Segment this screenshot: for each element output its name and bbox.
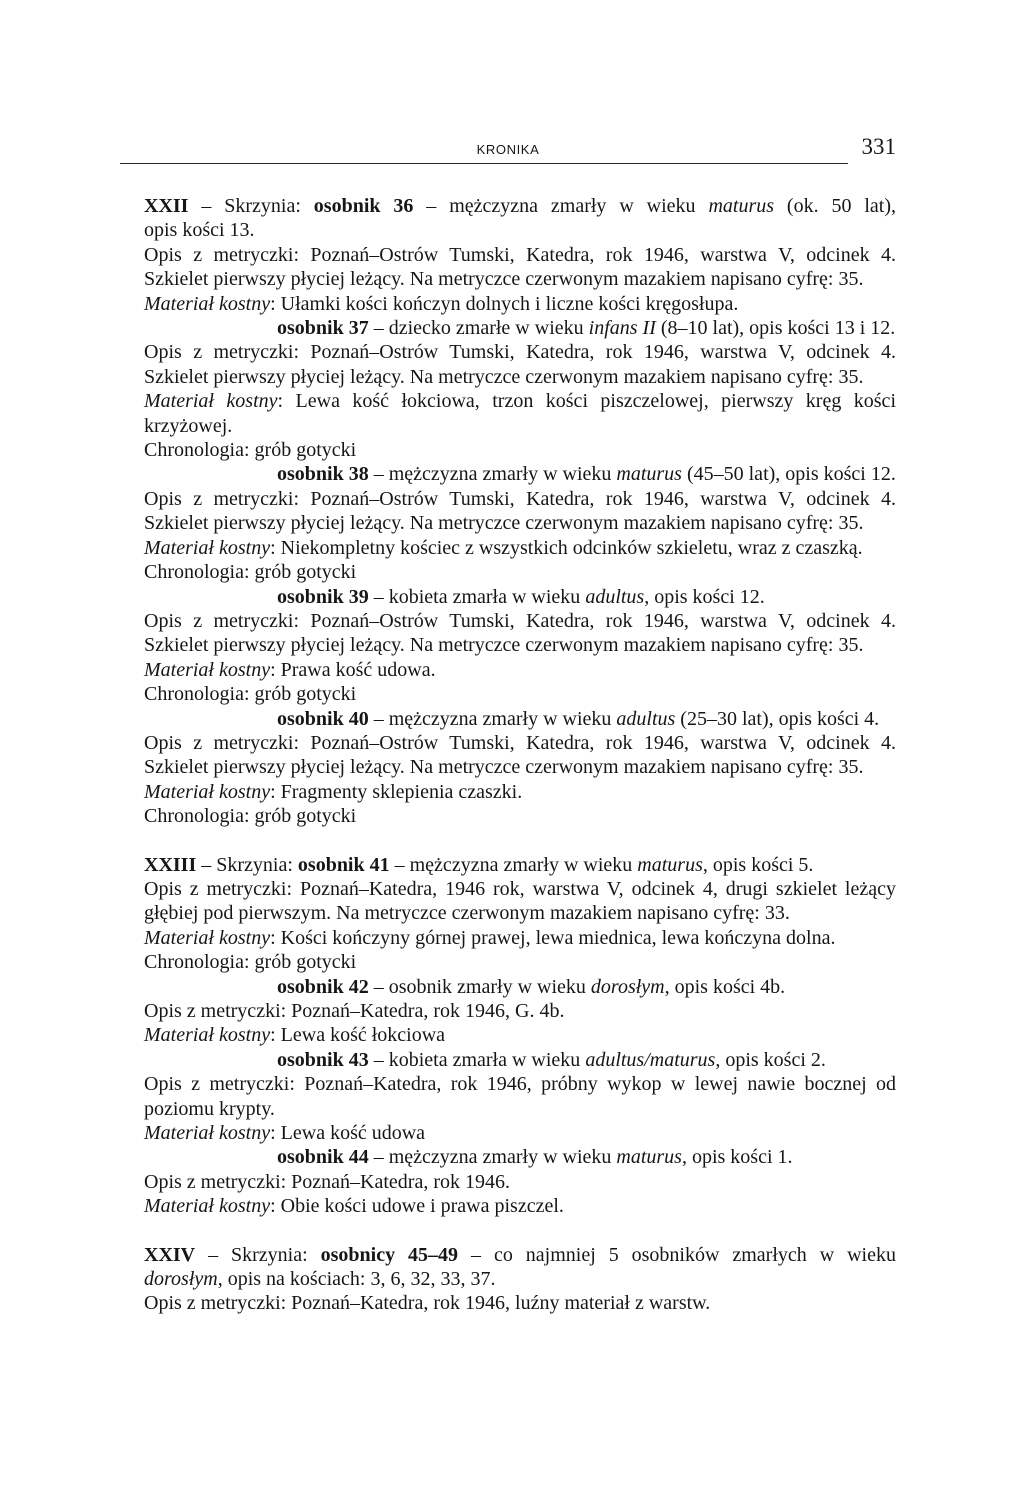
metryczka-line: Szkielet pierwszy płyciej leżący. Na metryczce czerwonym mazakiem napisano cyfrę: 35. xyxy=(144,756,864,779)
metryczka-line: Opis z metryczki: Poznań–Katedra, rok 1946, luźny materiał z warstw. xyxy=(144,1292,711,1315)
metryczka-line: Opis z metryczki: Poznań–Ostrów Tumski, Katedra, rok 1946, warstwa V, odcinek 4. xyxy=(144,731,896,754)
metryczka-line: Opis z metryczki: Poznań–Ostrów Tumski, Katedra, rok 1946, warstwa V, odcinek 4. xyxy=(144,487,896,510)
chronology-line: Chronologia: grób gotycki xyxy=(144,683,357,706)
metryczka-line: Szkielet pierwszy płyciej leżący. Na metryczce czerwonym mazakiem napisano cyfrę: 35. xyxy=(144,512,864,535)
section-gap xyxy=(144,1219,896,1243)
text-line: opis kości 13. xyxy=(144,219,255,242)
entry-xxiv-osobnicy-45-49: XXIV – Skrzynia: osobnicy 45–49 – co najmniej 5 osobników zmarłych w wieku xyxy=(144,1243,896,1266)
material-line: Materiał kostny: Ułamki kości kończyn dolnych i liczne kości kręgosłupa. xyxy=(144,292,739,315)
metryczka-line: Opis z metryczki: Poznań–Ostrów Tumski, Katedra, rok 1946, warstwa V, odcinek 4. xyxy=(144,243,896,266)
metryczka-line: Szkielet pierwszy płyciej leżący. Na metryczce czerwonym mazakiem napisano cyfrę: 35. xyxy=(144,634,864,657)
material-line: Materiał kostny: Lewa kość udowa xyxy=(144,1122,426,1145)
metryczka-line: Opis z metryczki: Poznań–Ostrów Tumski, Katedra, rok 1946, warstwa V, odcinek 4. xyxy=(144,609,896,632)
text-line: krzyżowej. xyxy=(144,414,233,437)
metryczka-line: Opis z metryczki: Poznań–Katedra, rok 1946. xyxy=(144,1170,511,1193)
header-rule xyxy=(120,163,848,164)
metryczka-line: Szkielet pierwszy płyciej leżący. Na metryczce czerwonym mazakiem napisano cyfrę: 35. xyxy=(144,268,864,291)
chronology-line: Chronologia: grób gotycki xyxy=(144,439,357,462)
section-gap xyxy=(144,829,896,853)
material-line: Materiał kostny: Kości kończyny górnej prawej, lewa miednica, lewa kończyna dolna. xyxy=(144,926,836,949)
metryczka-line: Opis z metryczki: Poznań–Ostrów Tumski, Katedra, rok 1946, warstwa V, odcinek 4. xyxy=(144,341,896,364)
metryczka-line: poziomu krypty. xyxy=(144,1097,275,1120)
metryczka-line: Opis z metryczki: Poznań–Katedra, rok 1946, próbny wykop w lewej nawie bocznej od xyxy=(144,1073,896,1096)
material-line: Materiał kostny: Obie kości udowe i prawa piszczel. xyxy=(144,1195,564,1218)
entry-xxiii-osobnik-41: XXIII – Skrzynia: osobnik 41 – mężczyzna zmarły w wieku maturus, opis kości 5. xyxy=(144,853,814,876)
metryczka-line: głębiej pod pierwszym. Na metryczce czerwonym mazakiem napisano cyfrę: 33. xyxy=(144,902,790,925)
material-line: Materiał kostny: Lewa kość łokciowa, trzon kości piszczelowej, pierwszy kręg kości xyxy=(144,390,896,413)
material-line: Materiał kostny: Prawa kość udowa. xyxy=(144,658,436,681)
entry-xxii-osobnik-36: XXII – Skrzynia: osobnik 36 – mężczyzna zmarły w wieku maturus (ok. 50 lat), xyxy=(144,195,897,217)
chronology-line: Chronologia: grób gotycki xyxy=(144,951,357,974)
osobnik-40-heading: osobnik 40 – mężczyzna zmarły w wieku adultus (25–30 lat), opis kości 4. xyxy=(277,707,880,730)
osobnik-42-heading: osobnik 42 – osobnik zmarły w wieku dorosłym, opis kości 4b. xyxy=(277,975,786,998)
chronology-line: Chronologia: grób gotycki xyxy=(144,805,357,828)
metryczka-line: Opis z metryczki: Poznań–Katedra, rok 1946, G. 4b. xyxy=(144,1000,565,1022)
osobnik-38-heading: osobnik 38 – mężczyzna zmarły w wieku maturus (45–50 lat), opis kości 12. xyxy=(277,463,896,486)
osobnik-44-heading: osobnik 44 – mężczyzna zmarły w wieku maturus, opis kości 1. xyxy=(277,1146,793,1169)
osobnik-39-heading: osobnik 39 – kobieta zmarła w wieku adultus, opis kości 12. xyxy=(277,585,765,608)
material-line: Materiał kostny: Fragmenty sklepienia czaszki. xyxy=(144,780,523,803)
metryczka-line: Opis z metryczki: Poznań–Katedra, 1946 rok, warstwa V, odcinek 4, drugi szkielet leżący xyxy=(144,877,896,900)
page-number: 331 xyxy=(861,134,896,159)
osobnik-37-heading: osobnik 37 – dziecko zmarłe w wieku infans II (8–10 lat), opis kości 13 i 12. xyxy=(277,317,896,340)
body-text xyxy=(144,194,896,1316)
running-head: KRONIKA xyxy=(476,142,540,157)
chronology-line: Chronologia: grób gotycki xyxy=(144,561,357,584)
metryczka-line: Szkielet pierwszy płyciej leżący. Na metryczce czerwonym mazakiem napisano cyfrę: 35. xyxy=(144,365,864,388)
material-line: Materiał kostny: Lewa kość łokciowa xyxy=(144,1024,446,1047)
page-header xyxy=(120,130,896,172)
material-line: Materiał kostny: Niekompletny kościec z wszystkich odcinków szkieletu, wraz z czaszką. xyxy=(144,536,863,559)
text-line: dorosłym, opis na kościach: 3, 6, 32, 33, 37. xyxy=(144,1268,496,1291)
osobnik-43-heading: osobnik 43 – kobieta zmarła w wieku adultus/maturus, opis kości 2. xyxy=(277,1048,826,1071)
